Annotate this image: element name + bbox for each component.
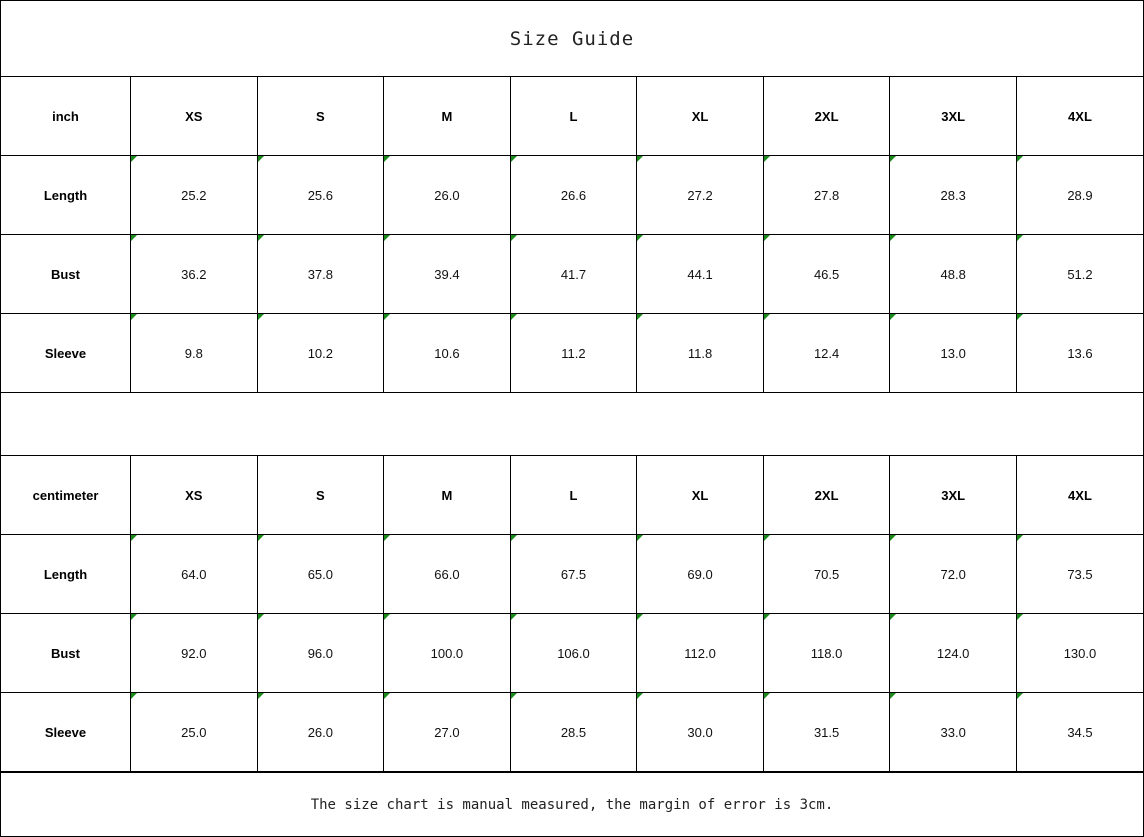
- cell-cm-length-s: 65.0: [257, 535, 384, 614]
- centimeter-table-block: [1, 456, 1143, 772]
- cell-inch-sleeve-s: 10.2: [257, 314, 384, 393]
- cell-cm-length-4xl: 73.5: [1016, 535, 1143, 614]
- table-row: [1, 614, 1143, 693]
- cell-cm-sleeve-3xl: 33.0: [890, 693, 1017, 772]
- cell-inch-bust-xs: 36.2: [131, 235, 258, 314]
- table-header-row: [1, 456, 1143, 535]
- row-label-length: Length: [1, 535, 131, 614]
- column-header-xl: XL: [637, 456, 764, 535]
- cell-inch-bust-xl: 44.1: [637, 235, 764, 314]
- cell-inch-bust-3xl: 48.8: [890, 235, 1017, 314]
- table-header-row: [1, 77, 1143, 156]
- cell-inch-sleeve-l: 11.2: [510, 314, 637, 393]
- cell-inch-length-2xl: 27.8: [763, 156, 890, 235]
- inch-table-block: [1, 77, 1143, 393]
- cell-cm-sleeve-m: 27.0: [384, 693, 511, 772]
- inch-size-table: [1, 77, 1143, 392]
- cell-cm-bust-3xl: 124.0: [890, 614, 1017, 693]
- cell-cm-sleeve-2xl: 31.5: [763, 693, 890, 772]
- cell-cm-length-m: 66.0: [384, 535, 511, 614]
- cell-inch-sleeve-4xl: 13.6: [1016, 314, 1143, 393]
- table-row: [1, 314, 1143, 393]
- table-separator: [1, 393, 1143, 456]
- unit-label-centimeter: centimeter: [1, 456, 131, 535]
- cell-cm-bust-xs: 92.0: [131, 614, 258, 693]
- cell-cm-sleeve-xl: 30.0: [637, 693, 764, 772]
- centimeter-size-table: [1, 456, 1143, 771]
- cell-cm-bust-m: 100.0: [384, 614, 511, 693]
- column-header-4xl: 4XL: [1016, 456, 1143, 535]
- cell-inch-sleeve-2xl: 12.4: [763, 314, 890, 393]
- cell-inch-bust-2xl: 46.5: [763, 235, 890, 314]
- column-header-3xl: 3XL: [890, 77, 1017, 156]
- cell-inch-sleeve-3xl: 13.0: [890, 314, 1017, 393]
- cell-inch-length-3xl: 28.3: [890, 156, 1017, 235]
- table-row: [1, 156, 1143, 235]
- cell-cm-sleeve-4xl: 34.5: [1016, 693, 1143, 772]
- cell-inch-sleeve-xl: 11.8: [637, 314, 764, 393]
- footer-note: The size chart is manual measured, the margin of error is 3cm.: [1, 772, 1143, 836]
- cell-inch-sleeve-m: 10.6: [384, 314, 511, 393]
- page-title: Size Guide: [1, 1, 1143, 77]
- column-header-xs: XS: [131, 77, 258, 156]
- table-row: [1, 235, 1143, 314]
- column-header-4xl: 4XL: [1016, 77, 1143, 156]
- cell-cm-bust-l: 106.0: [510, 614, 637, 693]
- cell-cm-length-xl: 69.0: [637, 535, 764, 614]
- cell-cm-length-xs: 64.0: [131, 535, 258, 614]
- column-header-s: S: [257, 456, 384, 535]
- cell-inch-sleeve-xs: 9.8: [131, 314, 258, 393]
- column-header-3xl: 3XL: [890, 456, 1017, 535]
- cell-inch-length-s: 25.6: [257, 156, 384, 235]
- column-header-m: M: [384, 456, 511, 535]
- row-label-bust: Bust: [1, 235, 131, 314]
- cell-inch-bust-m: 39.4: [384, 235, 511, 314]
- cell-cm-sleeve-s: 26.0: [257, 693, 384, 772]
- cell-inch-bust-l: 41.7: [510, 235, 637, 314]
- cell-cm-bust-4xl: 130.0: [1016, 614, 1143, 693]
- column-header-xl: XL: [637, 77, 764, 156]
- row-label-bust: Bust: [1, 614, 131, 693]
- cell-inch-bust-s: 37.8: [257, 235, 384, 314]
- column-header-m: M: [384, 77, 511, 156]
- cell-inch-length-l: 26.6: [510, 156, 637, 235]
- table-row: [1, 693, 1143, 772]
- column-header-s: S: [257, 77, 384, 156]
- column-header-l: L: [510, 456, 637, 535]
- row-label-sleeve: Sleeve: [1, 314, 131, 393]
- cell-cm-bust-2xl: 118.0: [763, 614, 890, 693]
- unit-label-inch: inch: [1, 77, 131, 156]
- cell-cm-sleeve-xs: 25.0: [131, 693, 258, 772]
- cell-cm-length-l: 67.5: [510, 535, 637, 614]
- column-header-xs: XS: [131, 456, 258, 535]
- cell-cm-length-2xl: 70.5: [763, 535, 890, 614]
- row-label-length: Length: [1, 156, 131, 235]
- cell-cm-bust-s: 96.0: [257, 614, 384, 693]
- column-header-l: L: [510, 77, 637, 156]
- cell-inch-length-xl: 27.2: [637, 156, 764, 235]
- cell-cm-bust-xl: 112.0: [637, 614, 764, 693]
- table-row: [1, 535, 1143, 614]
- cell-inch-bust-4xl: 51.2: [1016, 235, 1143, 314]
- cell-inch-length-m: 26.0: [384, 156, 511, 235]
- cell-inch-length-xs: 25.2: [131, 156, 258, 235]
- column-header-2xl: 2XL: [763, 456, 890, 535]
- cell-cm-length-3xl: 72.0: [890, 535, 1017, 614]
- row-label-sleeve: Sleeve: [1, 693, 131, 772]
- cell-cm-sleeve-l: 28.5: [510, 693, 637, 772]
- column-header-2xl: 2XL: [763, 77, 890, 156]
- cell-inch-length-4xl: 28.9: [1016, 156, 1143, 235]
